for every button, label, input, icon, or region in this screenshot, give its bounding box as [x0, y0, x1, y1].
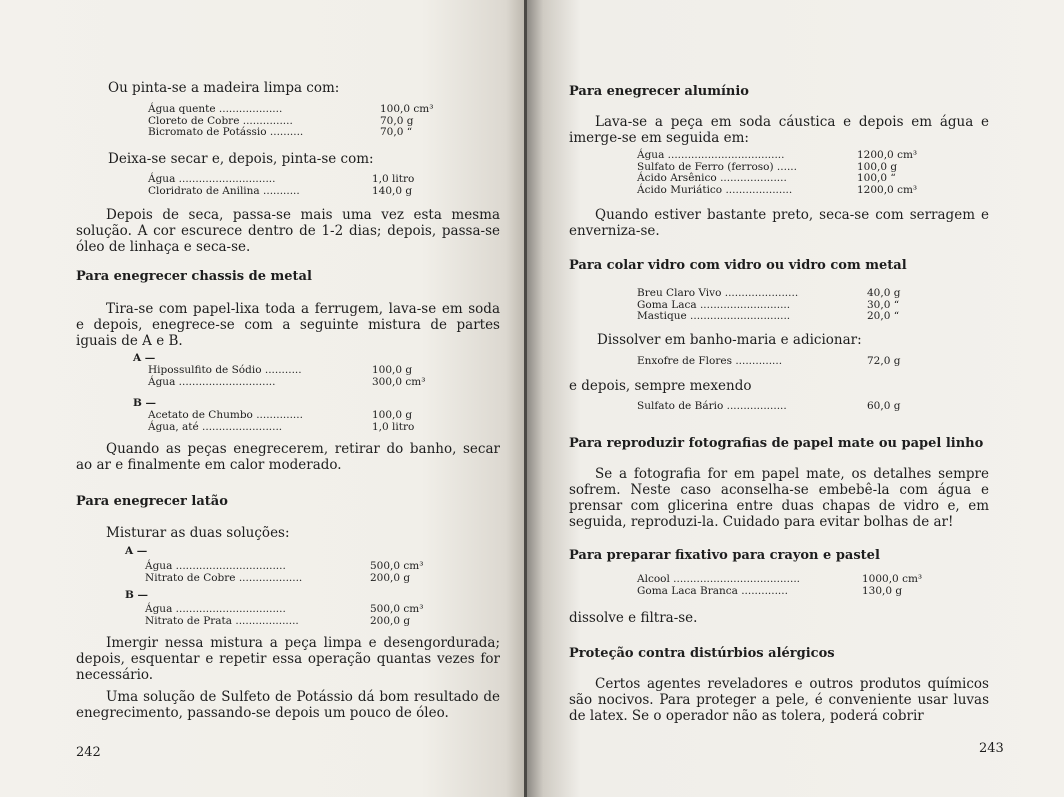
formula-row: Cloridrato de Anilina ........... 140,0 g — [148, 184, 413, 197]
paragraph: Quando as peças enegrecerem, retirar do banho, secar ao ar e finalmente em calor moderado. — [76, 441, 500, 473]
formula-row: Goma Laca Branca .............. 130,0 g — [637, 584, 903, 597]
formula-table — [637, 356, 957, 368]
paragraph: Quando estiver bastante preto, seca-se com serragem e enverniza-se. — [569, 207, 989, 239]
formula-row: Hipossulfito de Sódio ........... 100,0 g — [148, 364, 413, 376]
formula-row: Breu Claro Vivo ...................... 40,0 g — [637, 287, 901, 299]
formula-row: Água ................................. 500,0 cm³ — [145, 603, 424, 615]
paragraph: Depois de seca, passa-se mais uma vez esta mesma solução. A cor escurece dentro de 1-2 dias; depois, passa-se óleo de linhaça e seca-se. — [76, 207, 500, 255]
formula-row: Sulfato de Ferro (ferroso) ...... 100,0 g — [637, 160, 898, 173]
intro-paragraph: Ou pinta-se a madeira limpa com: — [108, 80, 340, 96]
paragraph: dissolve e filtra-se. — [569, 610, 698, 626]
formula-row: Água ................................... 1200,0 cm³ — [637, 149, 918, 161]
paragraph: Uma solução de Sulfeto de Potássio dá bom resultado de enegrecimento, passando-se depois um pouco de óleo. — [76, 689, 500, 721]
paragraph: Dissolver em banho-maria e adicionar: — [597, 332, 862, 348]
formula-table — [637, 401, 957, 413]
section-heading: Para preparar fixativo para crayon e pastel — [569, 548, 880, 563]
formula-row: Água ................................. 500,0 cm³ — [145, 560, 424, 572]
paragraph: Deixa-se secar e, depois, pinta-se com: — [108, 151, 374, 167]
formula-row: Nitrato de Prata ................... 200,0 g — [145, 614, 411, 627]
right-page — [527, 0, 1064, 797]
formula-table — [145, 560, 424, 584]
group-label-b: B — — [125, 589, 149, 601]
formula-row: Ácido Arsênico .................... 100,0 “ — [637, 172, 896, 184]
formula-table — [145, 603, 424, 627]
formula-row: Nitrato de Cobre ................... 200,0 g — [145, 571, 411, 584]
section-heading: Para enegrecer alumínio — [569, 84, 749, 99]
formula-row: Bicromato de Potássio .......... 70,0 “ — [148, 126, 413, 138]
formula-table — [637, 574, 977, 597]
paragraph: Misturar as duas soluções: — [106, 525, 290, 541]
section-heading: Para enegrecer chassis de metal — [76, 269, 312, 284]
formula-table — [148, 364, 426, 388]
formula-table — [637, 288, 957, 323]
group-label-b: B — — [133, 397, 157, 409]
paragraph: e depois, sempre mexendo — [569, 378, 752, 394]
formula-row: Enxofre de Flores .............. 72,0 g — [637, 355, 901, 367]
formula-row: Sulfato de Bário .................. 60,0 g — [637, 400, 901, 412]
formula-table — [148, 173, 415, 197]
group-label-a: A — — [133, 352, 156, 364]
formula-row: Água ............................. 1,0 litro — [148, 173, 415, 185]
section-heading: Para colar vidro com vidro ou vidro com metal — [569, 258, 907, 273]
paragraph: Imergir nessa mistura a peça limpa e desengordurada; depois, esquentar e repetir essa operação quantas vezes for necessário. — [76, 635, 500, 683]
formula-row: Acetato de Chumbo .............. 100,0 g — [148, 409, 413, 421]
page-number: 243 — [979, 741, 1004, 756]
formula-row: Água, até ........................ 1,0 litro — [148, 420, 415, 433]
section-heading: Proteção contra distúrbios alérgicos — [569, 646, 835, 661]
left-page — [0, 0, 527, 797]
formula-row: Goma Laca ........................... 30,0 “ — [637, 298, 900, 311]
paragraph: Se a fotografia for em papel mate, os detalhes sempre sofrem. Neste caso aconselha-se embebê-la com água e prensar com glicerina entre duas chapas de vidro e, em seguida, reproduzi-la. Cuidado para evitar bolhas de ar! — [569, 466, 989, 530]
formula-row: Ácido Muriático .................... 1200,0 cm³ — [637, 183, 918, 196]
paragraph: Lava-se a peça em soda cáustica e depois em água e imerge-se em seguida em: — [569, 114, 989, 146]
paragraph: Certos agentes reveladores e outros produtos químicos são nocivos. Para proteger a pele, é conveniente usar luvas de latex. Se o operador não as tolera, poderá cobrir — [569, 676, 989, 724]
formula-row: Água ............................. 300,0 cm³ — [148, 375, 426, 388]
formula-table — [637, 150, 967, 196]
formula-row: Cloreto de Cobre ............... 70,0 g — [148, 114, 414, 127]
group-label-a: A — — [125, 545, 148, 557]
formula-row: Alcool ...................................... 1000,0 cm³ — [637, 573, 923, 585]
page-number: 242 — [76, 745, 101, 760]
paragraph: Tira-se com papel-lixa toda a ferrugem, lava-se em soda e depois, enegrece-se com a seguinte mistura de partes iguais de A e B. — [76, 301, 500, 349]
formula-row: Água quente ................... 100,0 cm³ — [148, 103, 434, 115]
formula-row: Mastique .............................. 20,0 “ — [637, 310, 900, 322]
formula-table — [148, 410, 418, 433]
formula-table — [148, 103, 434, 139]
section-heading: Para reproduzir fotografias de papel mate ou papel linho — [569, 436, 984, 451]
section-heading: Para enegrecer latão — [76, 494, 228, 509]
